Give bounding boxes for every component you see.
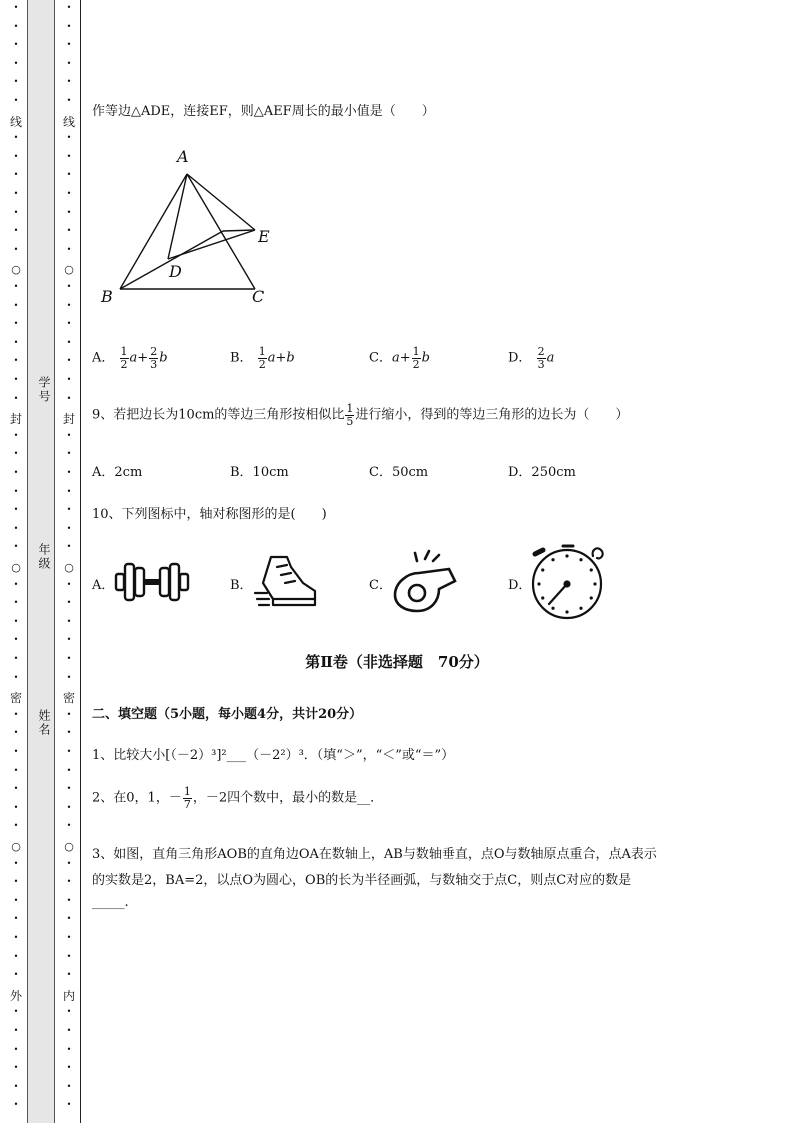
- inner-label: 密: [63, 691, 76, 706]
- field-label-grade: 年级: [37, 543, 51, 571]
- inner-dot: •: [66, 635, 72, 645]
- label-a: A: [177, 147, 189, 166]
- q10-option-d-label[interactable]: D．: [508, 578, 532, 593]
- inner-dot: •: [66, 895, 72, 905]
- inner-dot: •: [66, 616, 72, 626]
- outer-label: 密: [10, 691, 23, 706]
- inner-dot: •: [66, 449, 72, 459]
- inner-dot: •: [66, 133, 72, 143]
- outer-dot: •: [13, 895, 19, 905]
- inner-dot: •: [66, 1044, 72, 1054]
- q8-option-d[interactable]: D． $\frac{2}{3}$ a: [508, 345, 555, 371]
- inner-dot: •: [66, 356, 72, 366]
- stopwatch-tick: [590, 568, 593, 571]
- fill-q2: 2、在0，1，－ $\frac{1}{7}$ ，－2四个数中，最小的数是__．: [92, 785, 384, 811]
- inner-dot: •: [66, 170, 72, 180]
- q10-option-c-label[interactable]: C．: [369, 578, 392, 593]
- fraction: $\frac{1}{2}$: [258, 345, 266, 371]
- inner-dot: •: [66, 319, 72, 329]
- inner-circle: ○: [64, 263, 74, 277]
- stopwatch-tick: [590, 596, 593, 599]
- inner-dot: •: [66, 77, 72, 87]
- inner-dot: •: [66, 96, 72, 105]
- outer-dot: •: [13, 449, 19, 459]
- outer-dot: •: [13, 133, 19, 143]
- dumbbell-icon: [112, 558, 192, 606]
- outer-dot: •: [13, 21, 19, 31]
- stopwatch-tick: [593, 582, 596, 585]
- fraction: $\frac{2}{3}$: [537, 345, 545, 371]
- outer-dot: •: [13, 579, 19, 589]
- inner-circle: ○: [64, 840, 74, 853]
- outer-label: 外: [10, 988, 23, 1003]
- outer-dot: •: [13, 1100, 19, 1110]
- outer-label: 封: [10, 412, 23, 427]
- stopwatch-tick: [551, 607, 554, 610]
- outer-dot: •: [13, 821, 19, 831]
- inner-dot: •: [66, 709, 72, 719]
- stopwatch-tick: [541, 568, 544, 571]
- outer-dot: •: [13, 635, 19, 645]
- label-e: E: [258, 227, 270, 246]
- q8-option-b[interactable]: B． $\frac{1}{2}$ a+b: [230, 345, 295, 371]
- inner-label: 内: [63, 988, 76, 1003]
- inner-label: 线: [63, 114, 76, 129]
- outer-dot: •: [13, 430, 19, 440]
- inner-dot: •: [66, 58, 72, 68]
- inner-dot: •: [66, 802, 72, 812]
- q10-option-a-label[interactable]: A．: [92, 578, 115, 593]
- inner-dot: •: [66, 430, 72, 440]
- outer-dot: •: [13, 319, 19, 329]
- edge-ad: [168, 174, 187, 259]
- outer-dot: •: [13, 542, 19, 552]
- outer-circle: ○: [11, 263, 21, 277]
- inner-dot: •: [66, 1007, 72, 1017]
- inner-dot: •: [66, 598, 72, 608]
- outer-dot: •: [13, 802, 19, 812]
- inner-label: 封: [63, 412, 76, 427]
- inner-dot: •: [66, 468, 72, 477]
- stopwatch-tick: [579, 558, 582, 561]
- outer-dot: •: [13, 58, 19, 68]
- fraction: $\frac{2}{3}$: [150, 345, 158, 371]
- running-shoe-icon: [253, 553, 321, 613]
- ratio-fraction: $\frac{1}{5}$: [346, 402, 354, 428]
- stopwatch-tick: [565, 554, 568, 557]
- label-c: C: [252, 287, 265, 306]
- outer-dot: •: [13, 654, 19, 663]
- inner-dot: •: [66, 728, 72, 738]
- outer-dot: •: [13, 914, 19, 924]
- q8-option-c[interactable]: C．a+ $\frac{1}{2}$ b: [369, 345, 430, 371]
- outer-dot: •: [13, 523, 19, 533]
- inner-dot: •: [66, 505, 72, 515]
- outer-dot: •: [13, 40, 19, 50]
- inner-dot: •: [66, 877, 72, 887]
- inner-dot: •: [66, 300, 72, 310]
- outer-dot: •: [13, 337, 19, 347]
- inner-dot: •: [66, 542, 72, 552]
- q9-option-a[interactable]: A．2cm: [92, 465, 143, 480]
- inner-dot: •: [66, 393, 72, 403]
- outer-dot: •: [13, 151, 19, 161]
- field-label-name: 姓名: [37, 709, 51, 737]
- outer-dot: •: [13, 3, 19, 12]
- inner-dot: •: [66, 523, 72, 533]
- inner-dot: •: [66, 914, 72, 924]
- field-label-student-id: 学号: [37, 376, 51, 404]
- outer-circle: ○: [11, 840, 21, 853]
- inner-dot: •: [66, 784, 72, 794]
- inner-dot: •: [66, 189, 72, 198]
- inner-dot: •: [66, 970, 72, 980]
- outer-dot: •: [13, 765, 19, 775]
- edge-ae: [187, 174, 255, 230]
- inner-dot: •: [66, 486, 72, 496]
- edge-fe: [223, 230, 255, 231]
- inner-dot: •: [66, 579, 72, 589]
- outer-dot: •: [13, 672, 19, 682]
- outer-dot: •: [13, 300, 19, 310]
- outer-dot: •: [13, 933, 19, 942]
- q8-option-a[interactable]: A． $\frac{1}{2}$ a+ $\frac{2}{3}$ b: [92, 345, 168, 371]
- inner-dot: •: [66, 1063, 72, 1073]
- fill-q3-line1: 3、如图，直角三角形AOB的直角边OA在数轴上，AB与数轴垂直，点O与数轴原点重合，点A表示: [92, 847, 657, 862]
- outer-dot: •: [13, 226, 19, 236]
- outer-dot: •: [13, 393, 19, 403]
- fraction: $\frac{1}{7}$: [183, 785, 191, 811]
- outer-dot: •: [13, 96, 19, 105]
- q9-option-d[interactable]: D．250cm: [508, 465, 576, 480]
- inner-dot: •: [66, 1081, 72, 1091]
- outer-dot: •: [13, 505, 19, 515]
- outer-dot: •: [13, 858, 19, 868]
- stopwatch-tick: [565, 610, 568, 613]
- inner-dot: •: [66, 207, 72, 217]
- outer-dot: •: [13, 282, 19, 291]
- part-title: 二、填空题（5小题，每小题4分，共计20分）: [92, 707, 363, 722]
- q8-triangle-figure: [95, 145, 285, 310]
- outer-dot: •: [13, 468, 19, 477]
- inner-dot: •: [66, 1026, 72, 1035]
- inner-dot: •: [66, 672, 72, 682]
- section-title: 第Ⅱ卷（非选择题 70分）: [305, 653, 489, 671]
- outer-dot: •: [13, 616, 19, 626]
- fill-q1: 1、比较大小[（－2）³]²___（－2²）³．（填“＞”，“＜”或“＝”）: [92, 748, 455, 763]
- outer-dot: •: [13, 77, 19, 87]
- inner-dot: •: [66, 765, 72, 775]
- label-b: B: [101, 287, 113, 306]
- inner-dot: •: [66, 244, 72, 254]
- outer-dot: •: [13, 728, 19, 738]
- outer-dot: •: [13, 747, 19, 756]
- fraction: $\frac{1}{2}$: [120, 345, 128, 371]
- inner-dot: •: [66, 1100, 72, 1110]
- q9-option-c[interactable]: C．50cm: [369, 465, 429, 480]
- outer-dot: •: [13, 951, 19, 961]
- inner-dot: •: [66, 951, 72, 961]
- inner-dot: •: [66, 654, 72, 663]
- outer-dot: •: [13, 709, 19, 719]
- q10-option-b-label[interactable]: B．: [230, 578, 253, 593]
- outer-circle: ○: [11, 561, 21, 574]
- outer-dot: •: [13, 375, 19, 384]
- outer-dot: •: [13, 1026, 19, 1035]
- outer-dot: •: [13, 1044, 19, 1054]
- stopwatch-tick: [537, 582, 540, 585]
- outer-label: 线: [10, 114, 23, 129]
- stopwatch-tick: [541, 596, 544, 599]
- outer-dot: •: [13, 170, 19, 180]
- margin-rule: [80, 0, 81, 1123]
- inner-dot: •: [66, 747, 72, 756]
- stopwatch-tick: [579, 607, 582, 610]
- outer-dot: •: [13, 1063, 19, 1073]
- fill-q3-line3: _____.: [92, 895, 129, 910]
- inner-dot: •: [66, 282, 72, 291]
- outer-dot: •: [13, 1081, 19, 1091]
- outer-dot: •: [13, 244, 19, 254]
- inner-dot-column: [63, 0, 75, 1123]
- inner-dot: •: [66, 933, 72, 942]
- outer-dot: •: [13, 207, 19, 217]
- outer-dot: •: [13, 970, 19, 980]
- outer-dot: •: [13, 784, 19, 794]
- inner-dot: •: [66, 151, 72, 161]
- inner-dot: •: [66, 40, 72, 50]
- outer-dot: •: [13, 598, 19, 608]
- inner-dot: •: [66, 821, 72, 831]
- stopwatch-tick: [551, 558, 554, 561]
- outer-dot: •: [13, 189, 19, 198]
- q10-stem: 10、下列图标中，轴对称图形的是( ): [92, 507, 327, 522]
- outer-dot: •: [13, 1007, 19, 1017]
- inner-dot: •: [66, 858, 72, 868]
- whistle-icon: [389, 545, 459, 615]
- outer-dot-column: [10, 0, 22, 1123]
- inner-dot: •: [66, 375, 72, 384]
- binding-margin: [0, 0, 82, 1123]
- q9-option-b[interactable]: B．10cm: [230, 465, 289, 480]
- inner-circle: ○: [64, 561, 74, 574]
- q8-stem: 作等边△ADE，连接EF，则△AEF周长的最小值是（ ）: [92, 104, 435, 119]
- outer-dot: •: [13, 356, 19, 366]
- inner-dot: •: [66, 337, 72, 347]
- inner-dot: •: [66, 226, 72, 236]
- fill-q3-line2: 的实数是2，BA=2，以点O为圆心，OB的长为半径画弧，与数轴交于点C，则点C对应的数是: [92, 873, 632, 888]
- stopwatch-icon: [527, 540, 613, 622]
- outer-dot: •: [13, 486, 19, 496]
- inner-dot: •: [66, 3, 72, 12]
- q9-stem: 9、若把边长为10cm的等边三角形按相似比 $\frac{1}{5}$ 进行缩小，得到的等边三角形的边长为（ ）: [92, 402, 629, 428]
- label-d: D: [169, 262, 182, 281]
- outer-dot: •: [13, 877, 19, 887]
- inner-dot: •: [66, 21, 72, 31]
- fraction: $\frac{1}{2}$: [412, 345, 420, 371]
